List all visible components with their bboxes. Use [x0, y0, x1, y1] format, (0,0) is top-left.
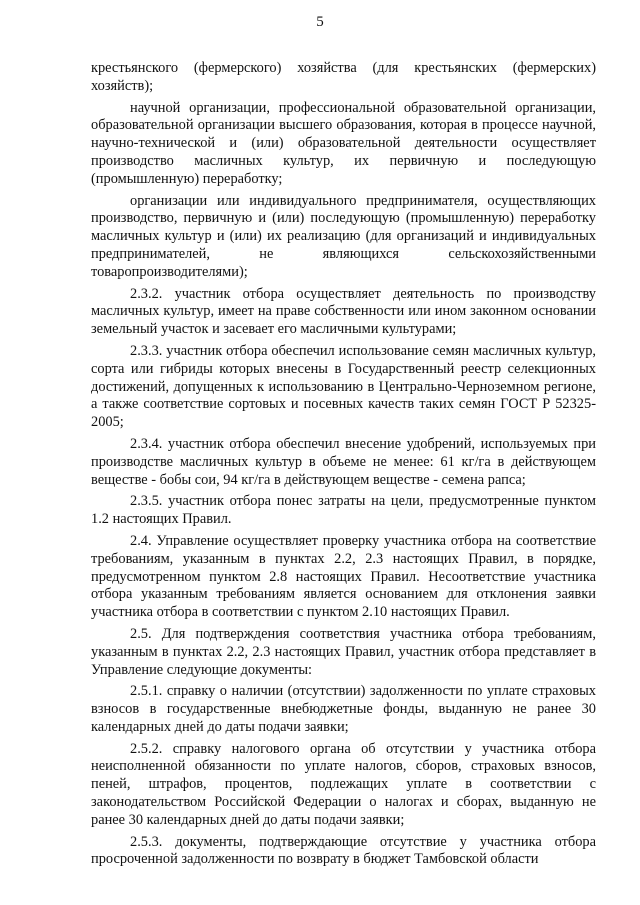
paragraph: 2.4. Управление осуществляет проверку участника отбора на соответствие требованиям, указанным в пунктах 2.2, 2.3 настоящих Правил, в порядке, предусмотренном пунктом 2.8 настоящих Правил. Несоответствие участника отбора указанным требованиям является основанием для отклонения заявки участника отбора в соответствии с пунктом 2.10 настоящих Правил. — [91, 532, 596, 621]
document-body — [91, 60, 596, 873]
paragraph: 2.3.4. участник отбора обеспечил внесение удобрений, используемых при производстве масличных культур в объеме не менее: 61 кг/га в действующем веществе - бобы сои, 94 кг/га в действующем веществе - семена рапса; — [91, 435, 596, 488]
paragraph: 2.5.3. документы, подтверждающие отсутствие у участника отбора просроченной задолженности по возврату в бюджет Тамбовской области — [91, 833, 596, 868]
paragraph: 2.5.2. справку налогового органа об отсутствии у участника отбора неисполненной обязанности по уплате налогов, сборов, страховых взносов, пеней, штрафов, процентов, подлежащих уплате в соответствии с законодательством Российской Федерации о налогах и сборах, выданную не ранее 30 календарных дней до даты подачи заявки; — [91, 740, 596, 828]
paragraph: 2.3.5. участник отбора понес затраты на цели, предусмотренные пунктом 1.2 настоящих Правил. — [91, 493, 596, 528]
paragraph: 2.3.2. участник отбора осуществляет деятельность по производству масличных культур, имеет на праве собственности или ином законном основании земельный участок и засевает его масличными культурами; — [91, 285, 596, 338]
page-number: 5 — [316, 14, 324, 30]
paragraph: 2.5.1. справку о наличии (отсутствии) задолженности по уплате страховых взносов в государственные внебюджетные фонды, выданную не ранее 30 календарных дней до даты подачи заявки; — [91, 683, 596, 735]
paragraph: организации или индивидуального предпринимателя, осуществляющих производство, первичную и (или) последующую (промышленную) переработку масличных культур и (или) их реализацию (для организаций и индивидуальных предпринимателей, не являющихся сельскохозяйственными товаропроизводителями); — [91, 192, 596, 280]
paragraph: крестьянского (фермерского) хозяйства (для крестьянских (фермерских) хозяйств); — [91, 60, 596, 94]
paragraph: 2.5. Для подтверждения соответствия участника отбора требованиям, указанным в пунктах 2.2, 2.3 настоящих Правил, участник отбора представляет в Управление следующие документы: — [91, 625, 596, 678]
paragraph: 2.3.3. участник отбора обеспечил использование семян масличных культур, сорта или гибриды которых внесены в Государственный реестр селекционных достижений, допущенных к использованию в Центрально-Черноземном регионе, а также соответствие сортовых и посевных качеств таких семян ГОСТ Р 52325-2005; — [91, 342, 596, 431]
paragraph: научной организации, профессиональной образовательной организации, образовательной организации высшего образования, которая в процессе научной, научно-технической и (или) образовательной деятельности осуществляет производство масличных культур, их первичную и последующую (промышленную) переработку; — [91, 99, 596, 187]
